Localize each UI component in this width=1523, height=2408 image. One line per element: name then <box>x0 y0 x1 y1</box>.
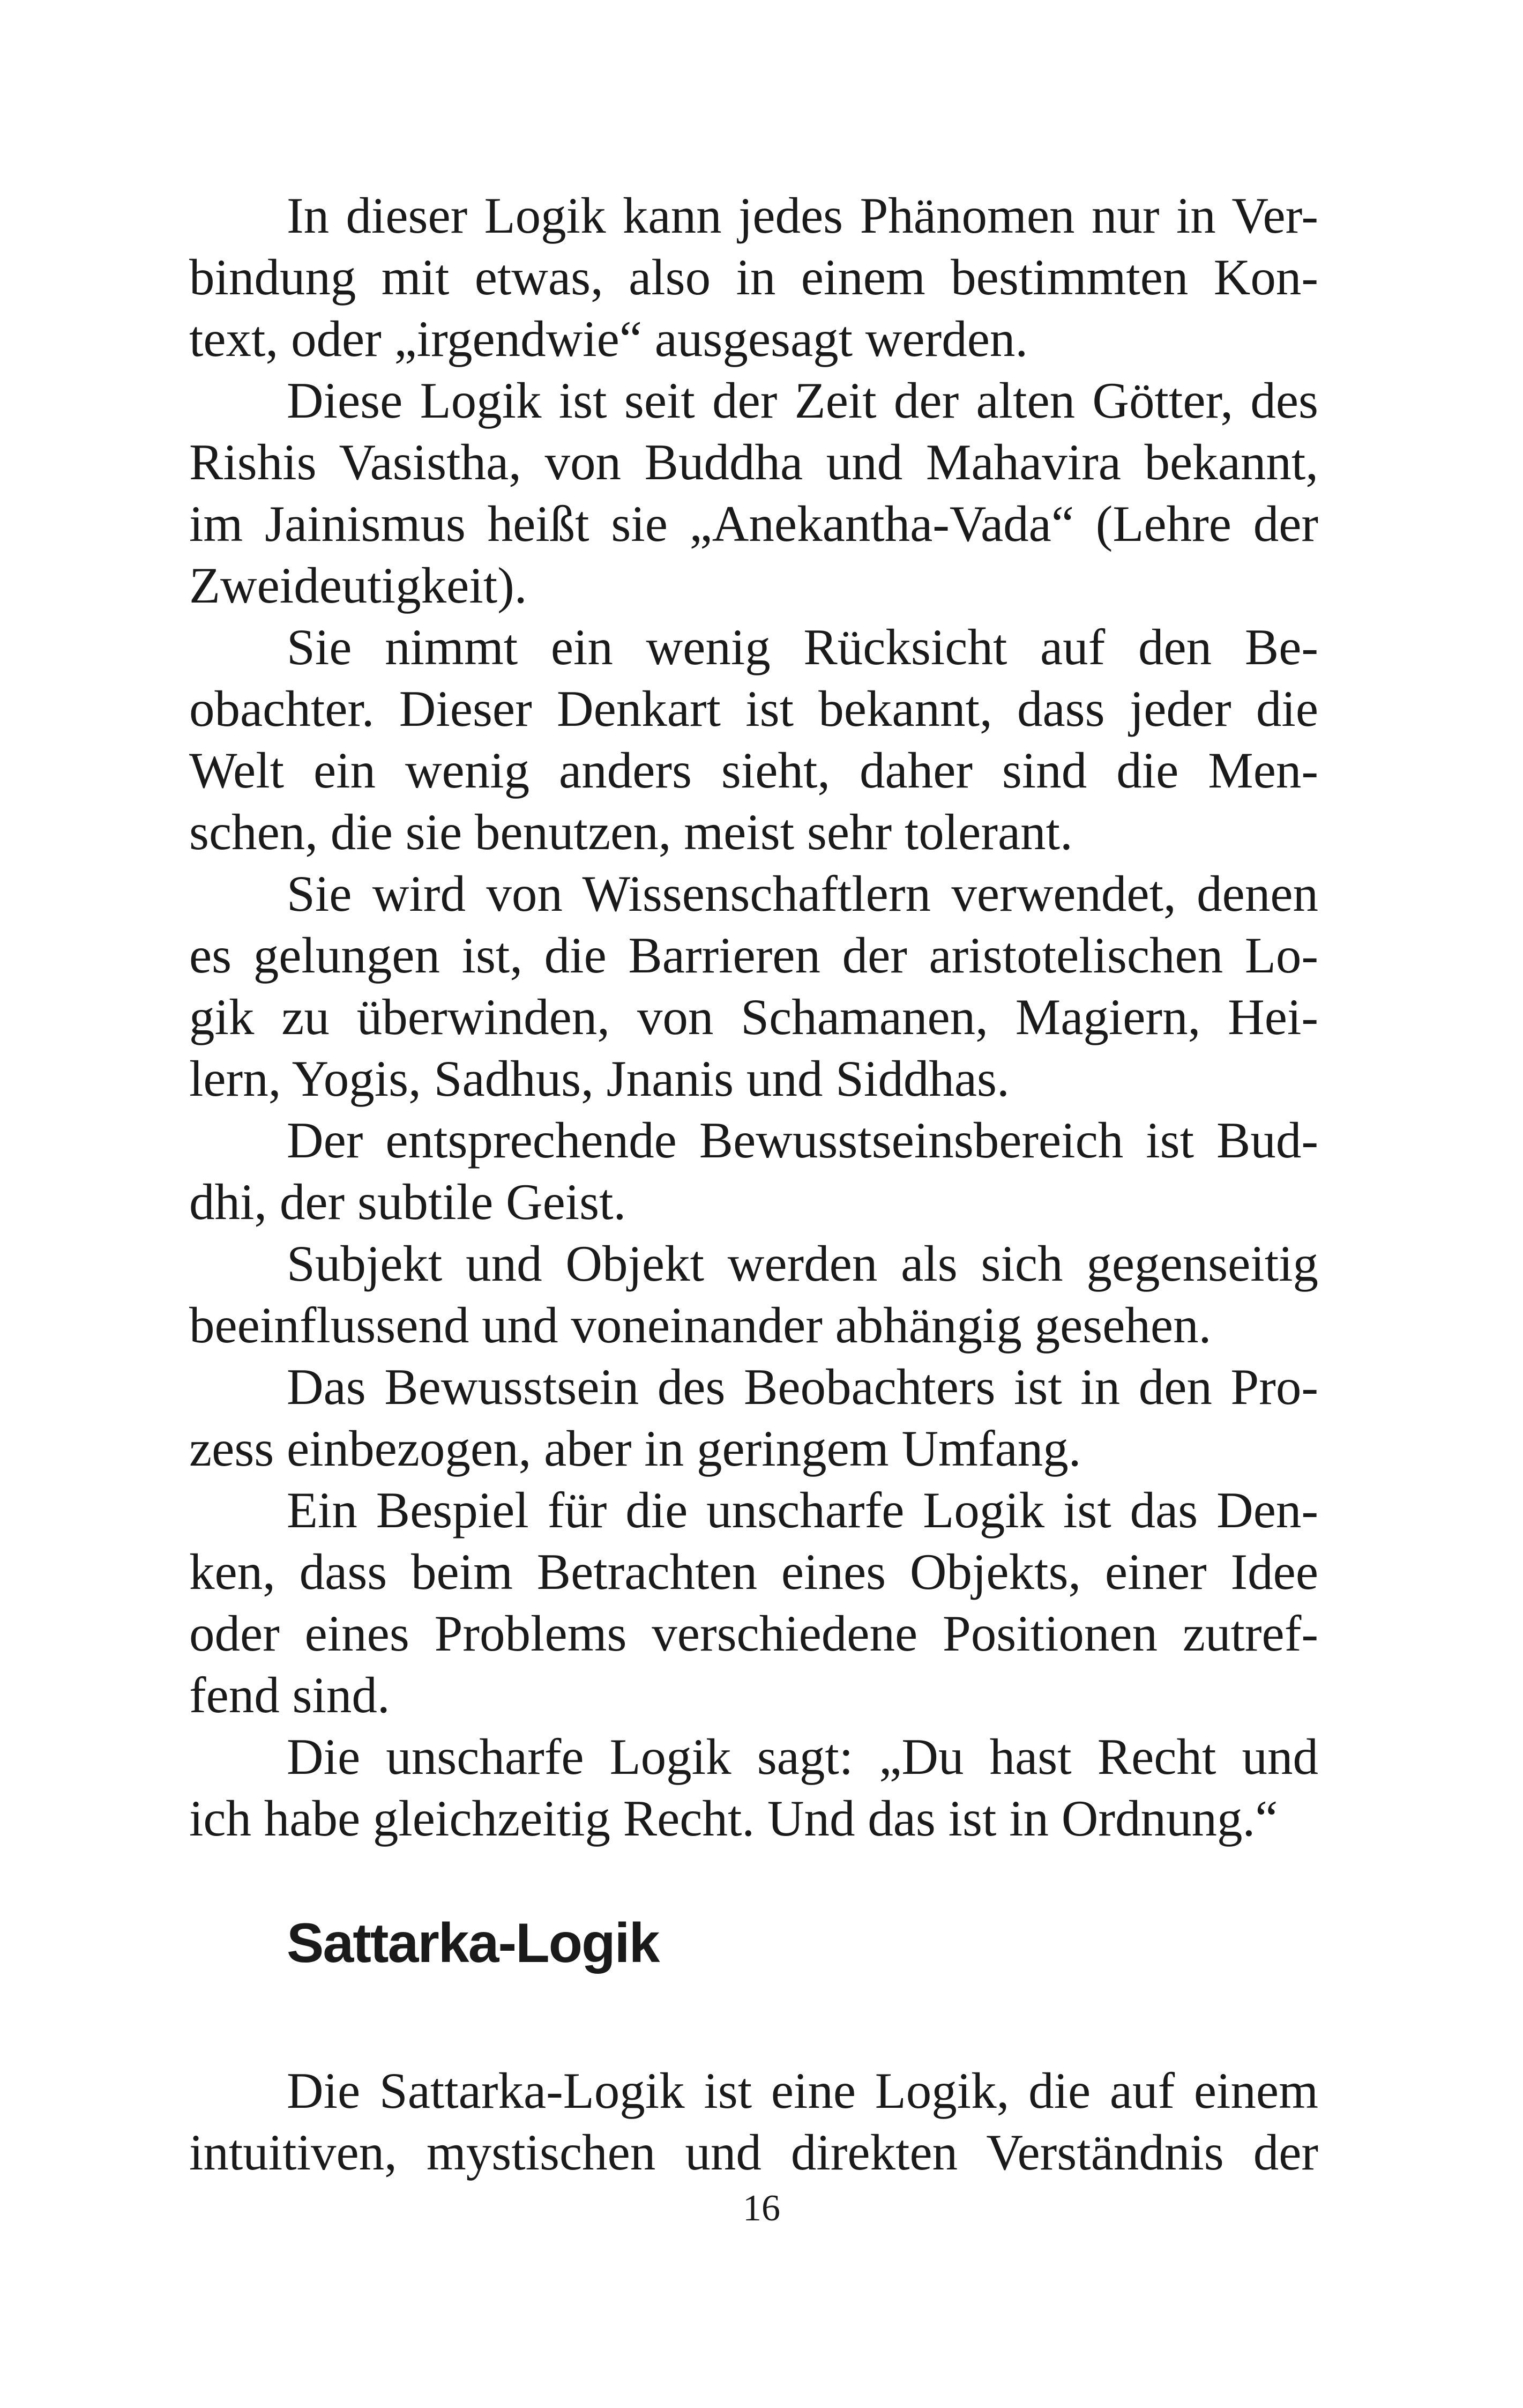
text-line: lern, Yogis, Sadhus, Jnanis und Siddhas. <box>189 1050 1010 1107</box>
text-line: Die Sattarka-Logik ist eine Logik, die auf einem <box>287 2062 1318 2119</box>
text-line: Subjekt und Objekt werden als sich gegenseitig <box>287 1235 1318 1292</box>
text-line: bindung mit etwas, also in einem bestimmten Kon- <box>189 249 1318 306</box>
section-heading: Sattarka-Logik <box>287 1912 659 1974</box>
text-line: Ein Bespiel für die unscharfe Logik ist das Den- <box>287 1482 1318 1539</box>
page-number: 16 <box>743 2188 780 2229</box>
text-line: Die unscharfe Logik sagt: „Du hast Recht und <box>287 1728 1318 1785</box>
text-line: ken, dass beim Betrachten eines Objekts, einer Idee <box>189 1543 1318 1600</box>
text-line: ich habe gleichzeitig Recht. Und das ist in Ordnung.“ <box>189 1790 1278 1847</box>
text-line: Der entsprechende Bewusstseinsbereich ist Bud- <box>287 1112 1318 1169</box>
text-line: Diese Logik ist seit der Zeit der alten Götter, des <box>287 372 1318 429</box>
text-line: dhi, der subtile Geist. <box>189 1173 626 1230</box>
text-line: fend sind. <box>189 1667 390 1723</box>
text-line: es gelungen ist, die Barrieren der aristotelischen Lo- <box>189 927 1318 984</box>
text-line: zess einbezogen, aber in geringem Umfang. <box>189 1420 1081 1477</box>
text-line: schen, die sie benutzen, meist sehr tolerant. <box>189 804 1073 860</box>
text-line: text, oder „irgendwie“ ausgesagt werden. <box>189 310 1028 367</box>
text-line: Zweideutigkeit). <box>189 557 527 614</box>
text-line: obachter. Dieser Denkart ist bekannt, dass jeder die <box>189 680 1318 737</box>
text-line: Sie wird von Wissenschaftlern verwendet, denen <box>287 865 1318 922</box>
text-line: Das Bewusstsein des Beobachters ist in den Pro- <box>287 1358 1318 1415</box>
text-line: intuitiven, mystischen und direkten Verständnis der <box>189 2124 1318 2181</box>
text-line: In dieser Logik kann jedes Phänomen nur in Ver- <box>287 187 1318 244</box>
text-line: gik zu überwinden, von Schamanen, Magiern, Hei- <box>189 989 1318 1045</box>
text-line: Sie nimmt ein wenig Rücksicht auf den Be- <box>287 619 1318 675</box>
text-line: im Jainismus heißt sie „Anekantha-Vada“ (Lehre der <box>189 495 1318 552</box>
text-line: oder eines Problems verschiedene Positionen zutref- <box>189 1605 1318 1662</box>
text-line: Welt ein wenig anders sieht, daher sind die Men- <box>189 742 1318 799</box>
text-line: beeinflussend und voneinander abhängig gesehen. <box>189 1297 1212 1354</box>
text-line: Rishis Vasistha, von Buddha und Mahavira bekannt, <box>189 434 1318 490</box>
